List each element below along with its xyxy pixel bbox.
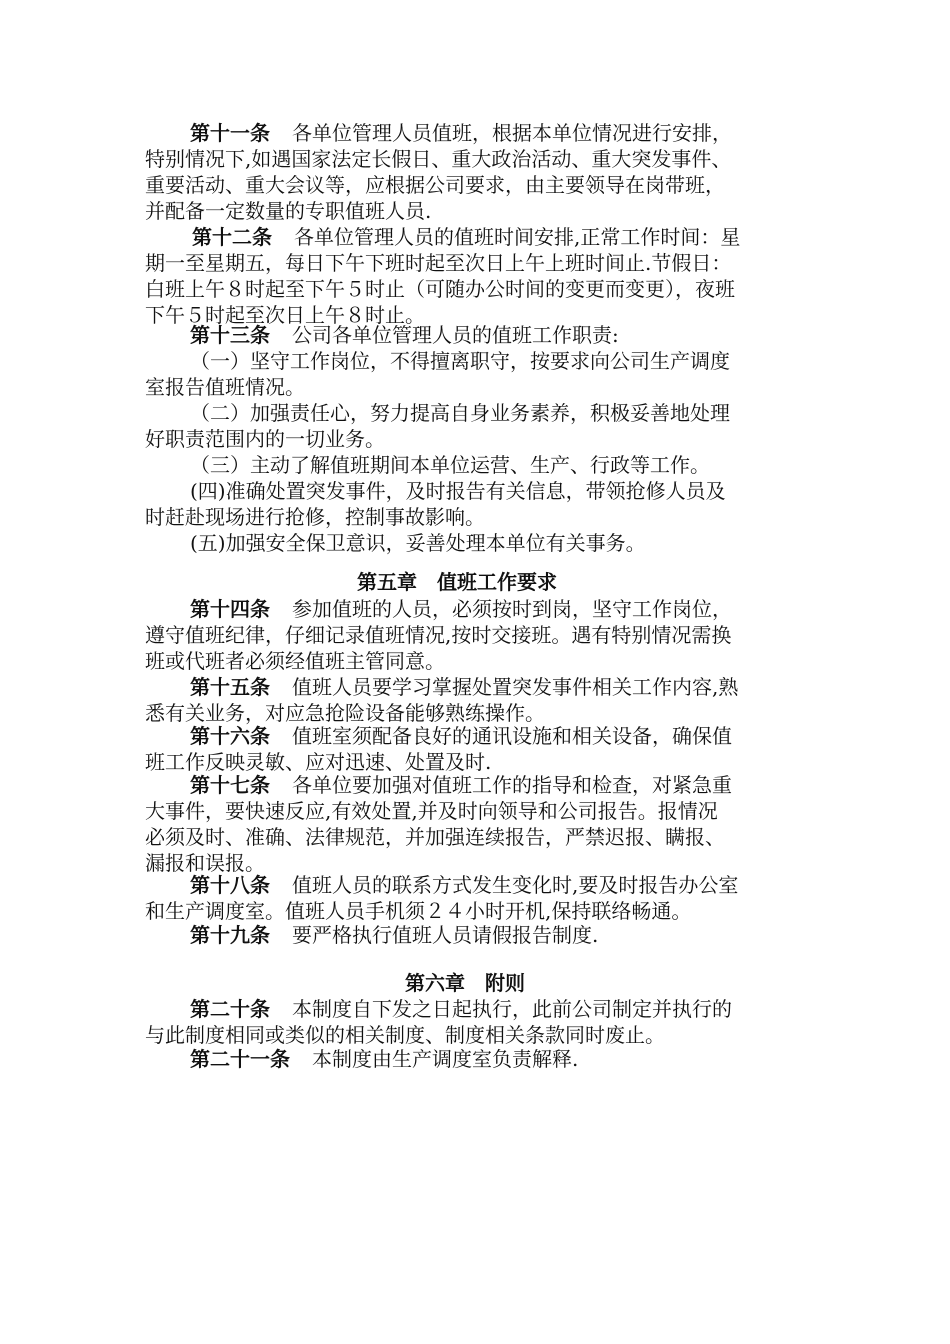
- article-text: 必须及时、准确、法律规范，并加强连续报告，严禁迟报、瞒报、: [145, 825, 725, 849]
- duty-item-3: （三）主动了解值班期间本单位运营、生产、行政等工作。: [190, 453, 710, 477]
- duty-item-1: （一）坚守工作岗位，不得擅离职守，按要求向公司生产调度: [190, 349, 730, 373]
- chapter-5-heading: 第五章 值班工作要求: [357, 570, 557, 594]
- article-text: 本制度自下发之日起执行，此前公司制定并执行的: [292, 997, 732, 1021]
- article-label: 第十八条: [190, 873, 270, 897]
- article-text: 遵守值班纪律，仔细记录值班情况,按时交接班。遇有特别情况需换: [145, 623, 732, 647]
- article-text: 值班人员的联系方式发生变化时,要及时报告办公室: [292, 873, 739, 897]
- article-first-line: [190, 723, 732, 749]
- duty-item-2: （二）加强责任心，努力提高自身业务素养，积极妥善地处理: [190, 401, 730, 425]
- article-first-line: [192, 224, 740, 250]
- article-text: 漏报和误报。: [145, 851, 265, 875]
- article-first-line: [190, 596, 732, 622]
- article-text: 各单位管理人员的值班时间安排,正常工作时间：星: [294, 225, 741, 249]
- article-text: 值班人员要学习掌握处置突发事件相关工作内容,熟: [292, 675, 739, 699]
- article-first-line: [190, 996, 732, 1022]
- article-text: 各单位管理人员值班，根据本单位情况进行安排，: [292, 121, 732, 145]
- article-text: 特别情况下,如遇国家法定长假日、重大政治活动、重大突发事件、: [145, 147, 732, 171]
- article-text: 期一至星期五，每日下午下班时起至次日上午上班时间止.节假日：: [145, 251, 732, 275]
- article-text: 本制度由生产调度室负责解释.: [312, 1047, 579, 1071]
- article-text: 值班室须配备良好的通讯设施和相关设备，确保值: [292, 724, 732, 748]
- article-label: 第十五条: [190, 675, 270, 699]
- article-text: 大事件，要快速反应,有效处置,并及时向领导和公司报告。报情况: [145, 799, 718, 823]
- article-label: 第十六条: [190, 724, 270, 748]
- article-label: 第十四条: [190, 597, 270, 621]
- article-first-line: [190, 674, 738, 700]
- article-label: 第十三条: [190, 323, 270, 347]
- article-text: 好职责范围内的一切业务。: [145, 427, 385, 451]
- article-text: 与此制度相同或类似的相关制度、制度相关条款同时废止。: [145, 1023, 665, 1047]
- article-text: 要严格执行值班人员请假报告制度.: [292, 923, 599, 947]
- article-text: 室报告值班情况。: [145, 375, 305, 399]
- article-text: 白班上午８时起至下午５时止（可随办公时间的变更而变更），夜班: [145, 277, 735, 301]
- article-text: 时赶赴现场进行抢修，控制事故影响。: [145, 505, 485, 529]
- article-first-line: [190, 922, 598, 948]
- article-text: 下午５时起至次日上午８时止。: [145, 303, 425, 327]
- article-first-line: [190, 872, 738, 898]
- article-text: 班或代班者必须经值班主管同意。: [145, 649, 445, 673]
- duty-item-5: (五)加强安全保卫意识，妥善处理本单位有关事务。: [190, 531, 646, 555]
- article-first-line: [190, 1046, 578, 1072]
- article-text: 公司各单位管理人员的值班工作职责:: [292, 323, 619, 347]
- article-text: 并配备一定数量的专职值班人员.: [145, 199, 432, 223]
- article-label: 第十七条: [190, 773, 270, 797]
- article-label: 第十九条: [190, 923, 270, 947]
- article-text: 班工作反映灵敏、应对迅速、处置及时.: [145, 750, 492, 774]
- article-first-line: [190, 772, 732, 798]
- article-text: 重要活动、重大会议等，应根据公司要求，由主要领导在岗带班，: [145, 173, 725, 197]
- article-text: 和生产调度室。值班人员手机须２４小时开机,保持联络畅通。: [145, 899, 692, 923]
- duty-item-4: (四)准确处置突发事件，及时报告有关信息，带领抢修人员及: [190, 479, 726, 503]
- article-label: 第二十条: [190, 997, 270, 1021]
- article-text: 参加值班的人员，必须按时到岗，坚守工作岗位，: [292, 597, 732, 621]
- article-label: 第十一条: [190, 121, 270, 145]
- article-label: 第十二条: [192, 225, 272, 249]
- article-text: 各单位要加强对值班工作的指导和检查，对紧急重: [292, 773, 732, 797]
- article-label: 第二十一条: [190, 1047, 290, 1071]
- article-first-line: [190, 322, 619, 348]
- article-first-line: [190, 120, 732, 146]
- article-text: 悉有关业务，对应急抢险设备能够熟练操作。: [145, 701, 545, 725]
- chapter-6-heading: 第六章 附则: [405, 971, 525, 995]
